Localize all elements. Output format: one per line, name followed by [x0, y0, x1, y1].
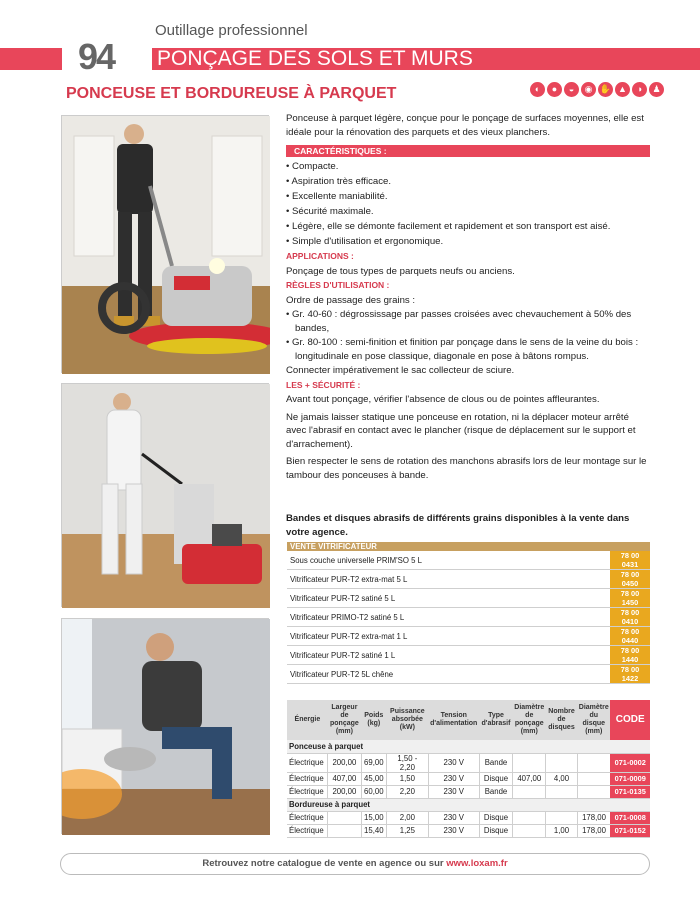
ear-protection-icon: ◐: [530, 82, 545, 97]
list-item: • Simple d'utilisation et ergonomique.: [286, 236, 444, 247]
table-cell: Électrique: [287, 824, 328, 837]
product-label: Vitrificateur PRIMO-T2 satiné 5 L: [287, 608, 610, 627]
col-header: Énergie: [287, 700, 328, 740]
table-row: [287, 824, 650, 837]
mask-icon: ●: [547, 82, 562, 97]
table-cell: [577, 772, 610, 785]
col-header: Diamètre de ponçage (mm): [513, 700, 546, 740]
table-cell: 60,00: [361, 785, 387, 798]
group-code-cell: [610, 798, 650, 811]
page-number: 94: [78, 36, 115, 77]
product-code: 78 00 1450: [610, 589, 650, 608]
col-header: Tension d'alimentation: [428, 700, 479, 740]
product-label: Vitrificateur PUR-T2 satiné 1 L: [287, 646, 610, 665]
vitrificateur-header: VENTE VITRIFICATEUR: [287, 542, 650, 551]
table-cell: 200,00: [328, 753, 361, 772]
table-row: [287, 627, 650, 646]
harness-icon: ♟: [649, 82, 664, 97]
table-cell: Bande: [479, 753, 512, 772]
boots-icon: ▲: [615, 82, 630, 97]
table-cell: 200,00: [328, 785, 361, 798]
table-cell: 407,00: [328, 772, 361, 785]
rules-lead: Ordre de passage des grains :: [286, 294, 416, 306]
characteristics-title: CARACTÉRISTIQUES :: [286, 145, 650, 157]
table-cell: 1,25: [387, 824, 429, 837]
table-cell: Disque: [479, 824, 512, 837]
table-group-row: [287, 798, 650, 811]
table-cell: Électrique: [287, 753, 328, 772]
table-cell: 15,40: [361, 824, 387, 837]
applications-block: [286, 250, 650, 483]
group-label: Ponceuse à parquet: [287, 740, 610, 753]
drum-sander-illustration: [62, 384, 270, 608]
characteristics-list: [286, 160, 650, 250]
gloves-icon: ✋: [598, 82, 613, 97]
product-code: 78 00 0431: [610, 551, 650, 570]
col-header: Poids (kg): [361, 700, 387, 740]
product-code: 071-0008: [610, 811, 650, 824]
product-code: 071-0009: [610, 772, 650, 785]
table-cell: 1,50 - 2,20: [387, 753, 429, 772]
table-row: [287, 551, 650, 570]
col-header: Largeur de ponçage (mm): [328, 700, 361, 740]
table-row: [287, 570, 650, 589]
photo-edger: [61, 618, 269, 834]
table-row: [287, 772, 650, 785]
table-cell: [513, 753, 546, 772]
security-paragraph: Ne jamais laisser statique une ponceuse en rotation, ni la déplacer moteur arrêté avec l'abrasif en contact avec le plancher (risque de déplacement sur le support et d'arrachement).: [286, 411, 636, 450]
specs-table: [287, 700, 650, 838]
table-cell: [577, 785, 610, 798]
group-label: Bordureuse à parquet: [287, 798, 610, 811]
product-code: 78 00 0450: [610, 570, 650, 589]
product-code: 78 00 0410: [610, 608, 650, 627]
table-row: [287, 665, 650, 684]
table-row: [287, 589, 650, 608]
list-item: • Légère, elle se démonte facilement et rapidement et son transport est aisé.: [286, 221, 611, 232]
product-label: Vitrificateur PUR-T2 extra-mat 5 L: [287, 570, 610, 589]
table-cell: Disque: [479, 772, 512, 785]
table-cell: [546, 785, 577, 798]
security-paragraph: Avant tout ponçage, vérifier l'absence de clous ou de pointes affleurantes.: [286, 394, 600, 405]
table-cell: 15,00: [361, 811, 387, 824]
product-code: 78 00 1440: [610, 646, 650, 665]
table-cell: 4,00: [546, 772, 577, 785]
table-cell: 407,00: [513, 772, 546, 785]
security-title: LES + SÉCURITÉ :: [286, 379, 361, 390]
footer: [60, 853, 650, 875]
table-cell: Électrique: [287, 811, 328, 824]
table-row: [287, 608, 650, 627]
table-cell: Électrique: [287, 772, 328, 785]
rules-title: RÈGLES D'UTILISATION :: [286, 280, 390, 290]
abrasives-note: Bandes et disques abrasifs de différents grains disponibles à la vente dans votre agence.: [286, 513, 630, 538]
col-header: Diamètre du disque (mm): [577, 700, 610, 740]
table-cell: Électrique: [287, 785, 328, 798]
footer-link[interactable]: www.loxam.fr: [446, 858, 508, 869]
rules-note: Connecter impérativement le sac collecteur de sciure.: [286, 365, 515, 376]
photo-floor-sander: [61, 115, 269, 373]
product-label: Vitrificateur PUR-T2 satiné 5 L: [287, 589, 610, 608]
product-code: 78 00 0440: [610, 627, 650, 646]
goggles-icon: ◉: [581, 82, 596, 97]
floor-sander-illustration: [62, 116, 270, 374]
list-item: • Aspiration très efficace.: [286, 176, 392, 187]
list-item: • Gr. 80-100 : semi-finition et finition par ponçage dans le sens de la veine du bois : longitudinale en pose classique, diagonale en pose à bâtons rompus.: [286, 337, 639, 362]
table-cell: 230 V: [428, 772, 479, 785]
helmet-icon: ◒: [564, 82, 579, 97]
table-cell: [546, 753, 577, 772]
list-item: • Gr. 40-60 : dégrossissage par passes croisées avec chevauchement à 50% des bandes,: [286, 309, 632, 334]
product-label: Vitrificateur PUR-T2 extra-mat 1 L: [287, 627, 610, 646]
table-cell: Disque: [479, 811, 512, 824]
table-group-row: [287, 740, 650, 753]
applications-title: APPLICATIONS :: [286, 251, 354, 261]
table-cell: 230 V: [428, 824, 479, 837]
section-title: PONÇAGE DES SOLS ET MURS: [157, 47, 473, 70]
vitrificateur-table: [287, 542, 650, 684]
table-cell: [577, 753, 610, 772]
table-cell: 2,00: [387, 811, 429, 824]
table-cell: 178,00: [577, 811, 610, 824]
table-cell: 230 V: [428, 753, 479, 772]
rules-list: [286, 308, 650, 363]
footer-text: Retrouvez notre catalogue de vente en agence ou sur: [202, 858, 447, 869]
table-cell: 230 V: [428, 811, 479, 824]
product-label: Sous couche universelle PRIM'SO 5 L: [287, 551, 610, 570]
table-cell: 2,20: [387, 785, 429, 798]
hearing-icon: ◑: [632, 82, 647, 97]
col-header: Type d'abrasif: [479, 700, 512, 740]
table-cell: 69,00: [361, 753, 387, 772]
product-code: 071-0135: [610, 785, 650, 798]
table-cell: 45,00: [361, 772, 387, 785]
list-item: • Sécurité maximale.: [286, 206, 374, 217]
photo-drum-sander: [61, 383, 269, 607]
ppe-icons: [530, 82, 664, 97]
applications-text: Ponçage de tous types de parquets neufs ou anciens.: [286, 265, 515, 277]
table-cell: [328, 811, 361, 824]
edger-illustration: [62, 619, 270, 835]
table-cell: [513, 824, 546, 837]
table-row: [287, 785, 650, 798]
table-cell: [546, 811, 577, 824]
table-cell: 1,50: [387, 772, 429, 785]
table-cell: [328, 824, 361, 837]
header-band-left: [0, 48, 62, 70]
product-label: Vitrificateur PUR-T2 5L chêne: [287, 665, 610, 684]
table-cell: 178,00: [577, 824, 610, 837]
product-title: PONCEUSE ET BORDUREUSE À PARQUET: [66, 85, 397, 102]
product-code: 071-0002: [610, 753, 650, 772]
group-code-cell: [610, 740, 650, 753]
table-cell: 1,00: [546, 824, 577, 837]
header-category: Outillage professionnel: [155, 22, 308, 39]
col-header: Nombre de disques: [546, 700, 577, 740]
list-item: • Compacte.: [286, 161, 339, 172]
list-item: • Excellente maniabilité.: [286, 191, 388, 202]
product-code: 071-0152: [610, 824, 650, 837]
table-cell: Bande: [479, 785, 512, 798]
table-cell: [513, 785, 546, 798]
table-cell: [513, 811, 546, 824]
table-row: [287, 811, 650, 824]
table-row: [287, 646, 650, 665]
intro-text: Ponceuse à parquet légère, conçue pour le ponçage de surfaces moyennes, elle est idéale pour la rénovation des parquets et des vieux planchers.: [286, 113, 644, 138]
product-code: 78 00 1422: [610, 665, 650, 684]
col-header: Puissance absorbée (kW): [387, 700, 429, 740]
table-cell: 230 V: [428, 785, 479, 798]
table-row: [287, 753, 650, 772]
col-header-code: CODE: [610, 700, 650, 740]
security-paragraph: Bien respecter le sens de rotation des manchons abrasifs lors de leur montage sur le tambour des ponceuses à bande.: [286, 456, 647, 481]
